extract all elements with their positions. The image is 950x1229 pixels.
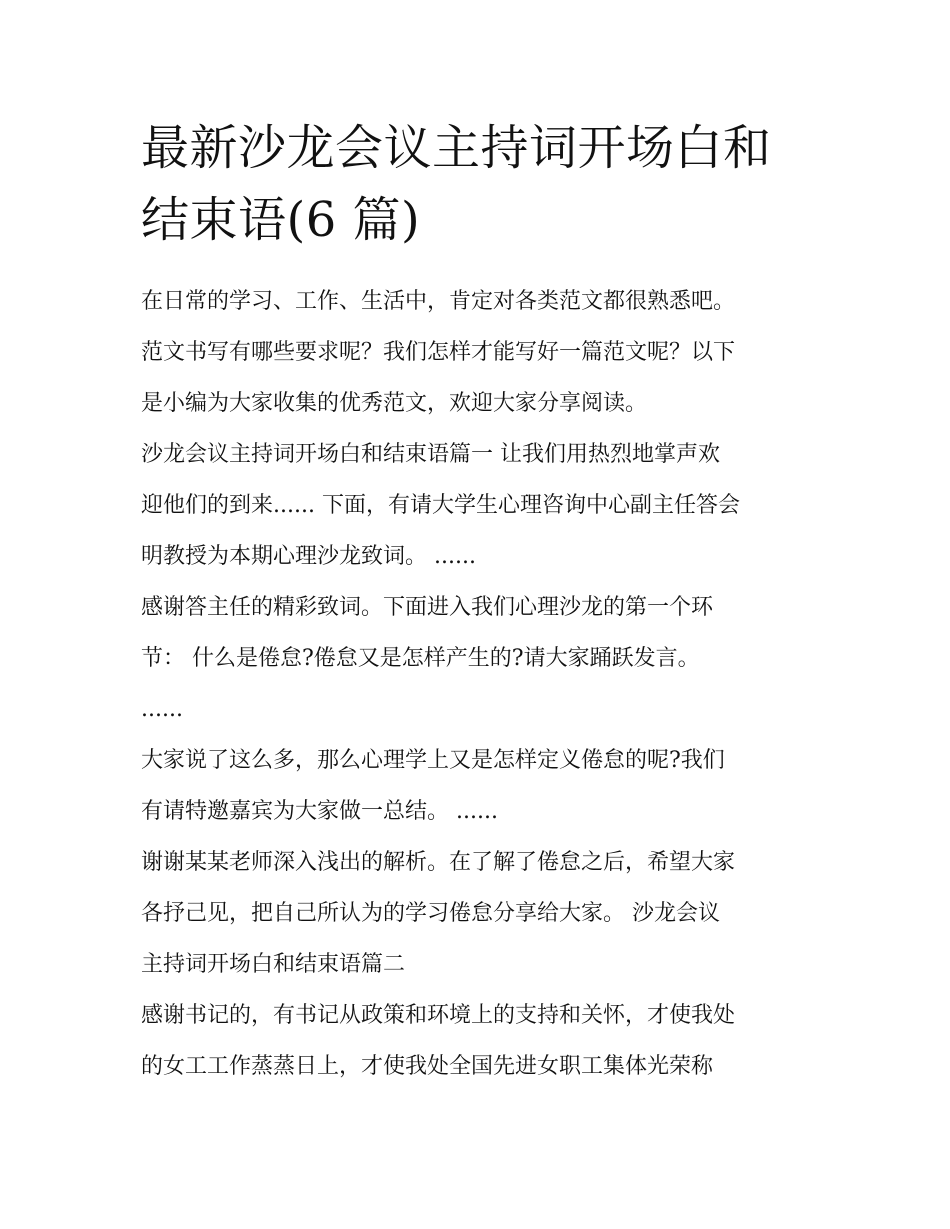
document-title [141,112,841,256]
body-line: 范文书写有哪些要求呢？我们怎样才能写好一篇范文呢？以下 [141,340,736,365]
body-line: 的女工工作蒸蒸日上，才使我处全国先进女职工集体光荣称 [141,1054,714,1079]
body-line: ...... [141,697,183,722]
body-line: 明教授为本期心理沙龙致词。 ...... [141,544,476,569]
body-line: 感谢书记的，有书记从政策和环境上的支持和关怀，才使我处 [141,1003,736,1028]
body-line: 大家说了这么多，那么心理学上又是怎样定义倦怠的呢?我们 [141,748,725,773]
body-line: 各抒己见，把自己所认为的学习倦怠分享给大家。 沙龙会议 [141,901,720,926]
body-line: 迎他们的到来...... 下面，有请大学生心理咨询中心副主任答会 [141,493,740,518]
body-line: 感谢答主任的精彩致词。下面进入我们心理沙龙的第一个环 [141,595,714,620]
body-line: 有请特邀嘉宾为大家做一总结。 ...... [141,799,498,824]
body-line: 沙龙会议主持词开场白和结束语篇一 让我们用热烈地掌声欢 [141,442,720,467]
body-line: 在日常的学习、工作、生活中，肯定对各类范文都很熟悉吧。 [141,289,736,314]
body-line: 是小编为大家收集的优秀范文，欢迎大家分享阅读。 [141,391,648,416]
body-line: 节： 什么是倦怠?倦怠又是怎样产生的?请大家踊跃发言。 [141,646,700,671]
body-line: 主持词开场白和结束语篇二 [141,952,406,977]
title-line: 结束语(6 篇) [141,192,421,248]
body-line: 谢谢某某老师深入浅出的解析。在了解了倦怠之后，希望大家 [141,850,736,875]
document-body [141,276,821,1092]
title-line: 最新沙龙会议主持词开场白和 [141,120,772,176]
